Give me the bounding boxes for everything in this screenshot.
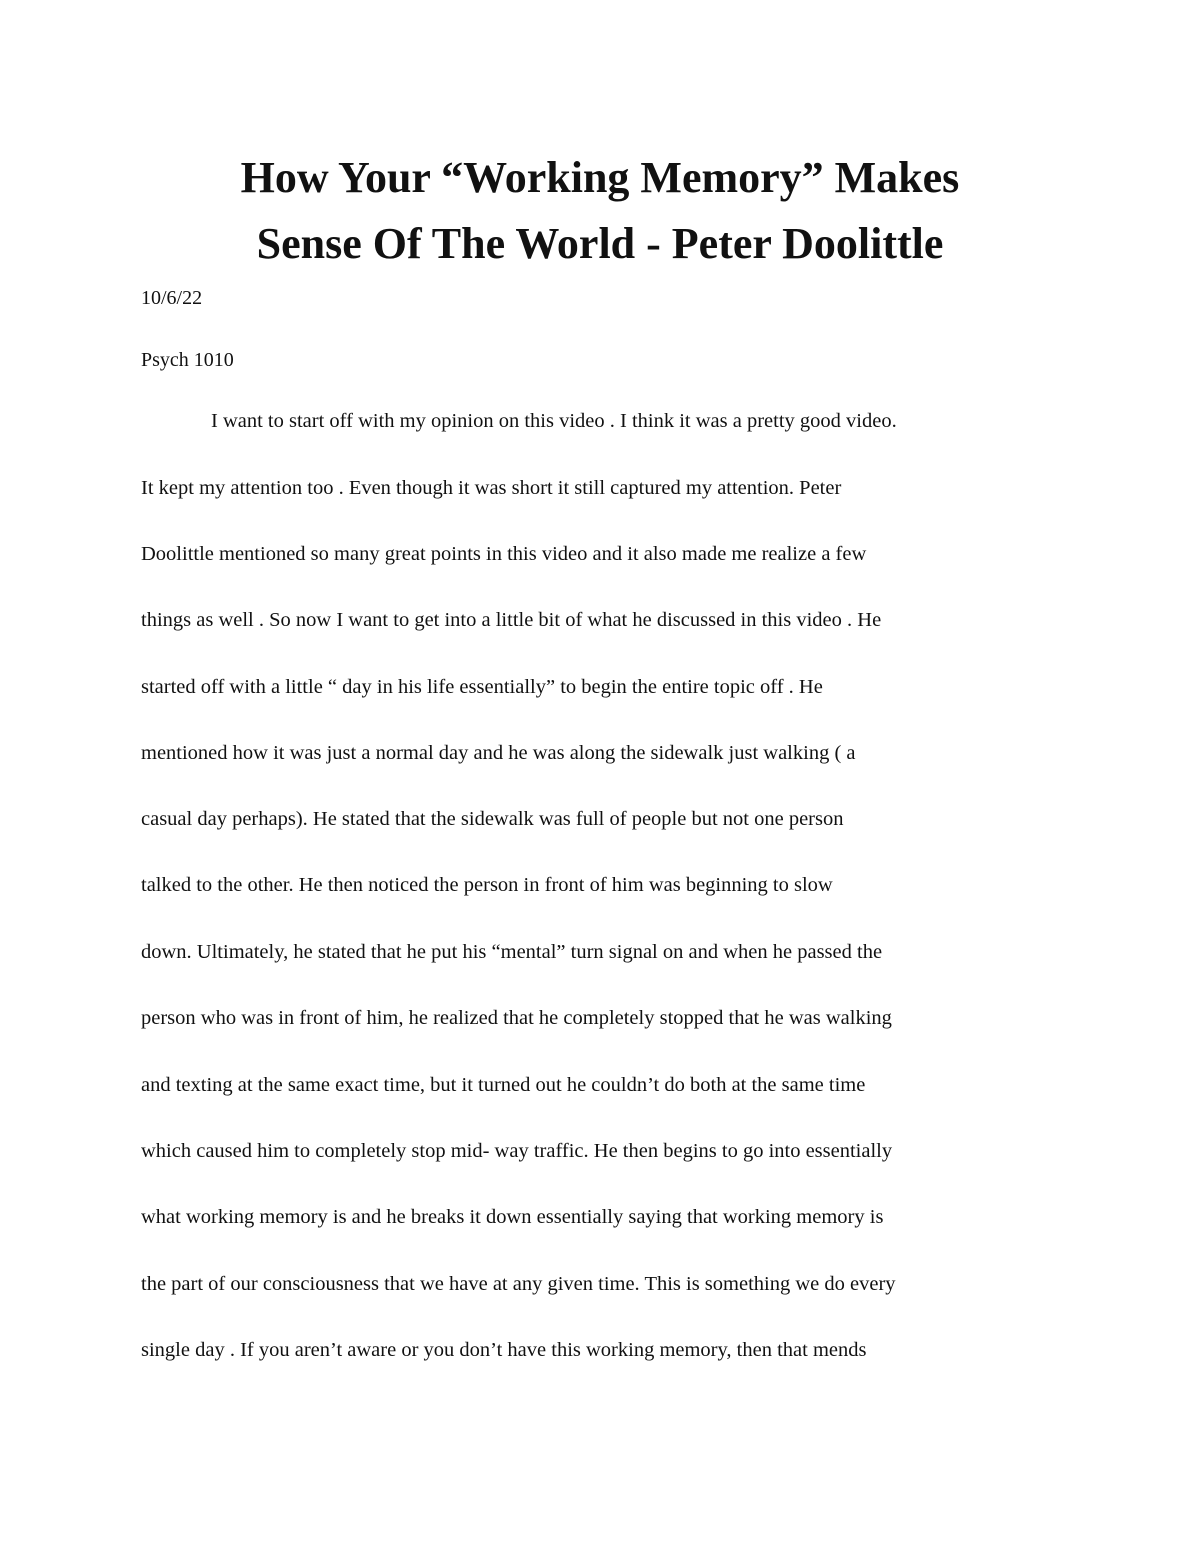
body-line: I want to start off with my opinion on this video . I think it was a pretty good video. xyxy=(211,410,897,432)
body-line: started off with a little “ day in his life essentially” to begin the entire topic off . He xyxy=(141,676,823,698)
body-line: which caused him to completely stop mid- way traffic. He then begins to go into essentially xyxy=(141,1140,893,1162)
document-title-line-1: How Your “Working Memory” Makes xyxy=(240,153,960,202)
body-line: things as well . So now I want to get into a little bit of what he discussed in this video . He xyxy=(141,609,882,631)
body-line: It kept my attention too . Even though it was short it still captured my attention. Peter xyxy=(141,477,842,499)
body-line: casual day perhaps). He stated that the sidewalk was full of people but not one person xyxy=(141,808,844,830)
document-course: Psych 1010 xyxy=(141,349,234,371)
body-line: person who was in front of him, he realized that he completely stopped that he was walking xyxy=(141,1007,892,1029)
body-line: mentioned how it was just a normal day and he was along the sidewalk just walking ( a xyxy=(141,742,856,764)
body-line: and texting at the same exact time, but it turned out he couldn’t do both at the same time xyxy=(141,1074,866,1096)
body-line: down. Ultimately, he stated that he put his “mental” turn signal on and when he passed the xyxy=(141,941,883,963)
body-line: the part of our consciousness that we have at any given time. This is something we do every xyxy=(141,1273,896,1295)
document-date: 10/6/22 xyxy=(141,287,203,309)
body-line: Doolittle mentioned so many great points in this video and it also made me realize a few xyxy=(141,543,867,565)
body-line: what working memory is and he breaks it down essentially saying that working memory is xyxy=(141,1206,884,1228)
body-line: single day . If you aren’t aware or you don’t have this working memory, then that mends xyxy=(141,1339,867,1361)
document-title-line-2: Sense Of The World - Peter Doolittle xyxy=(256,219,944,268)
body-line: talked to the other. He then noticed the person in front of him was beginning to slow xyxy=(141,874,833,896)
